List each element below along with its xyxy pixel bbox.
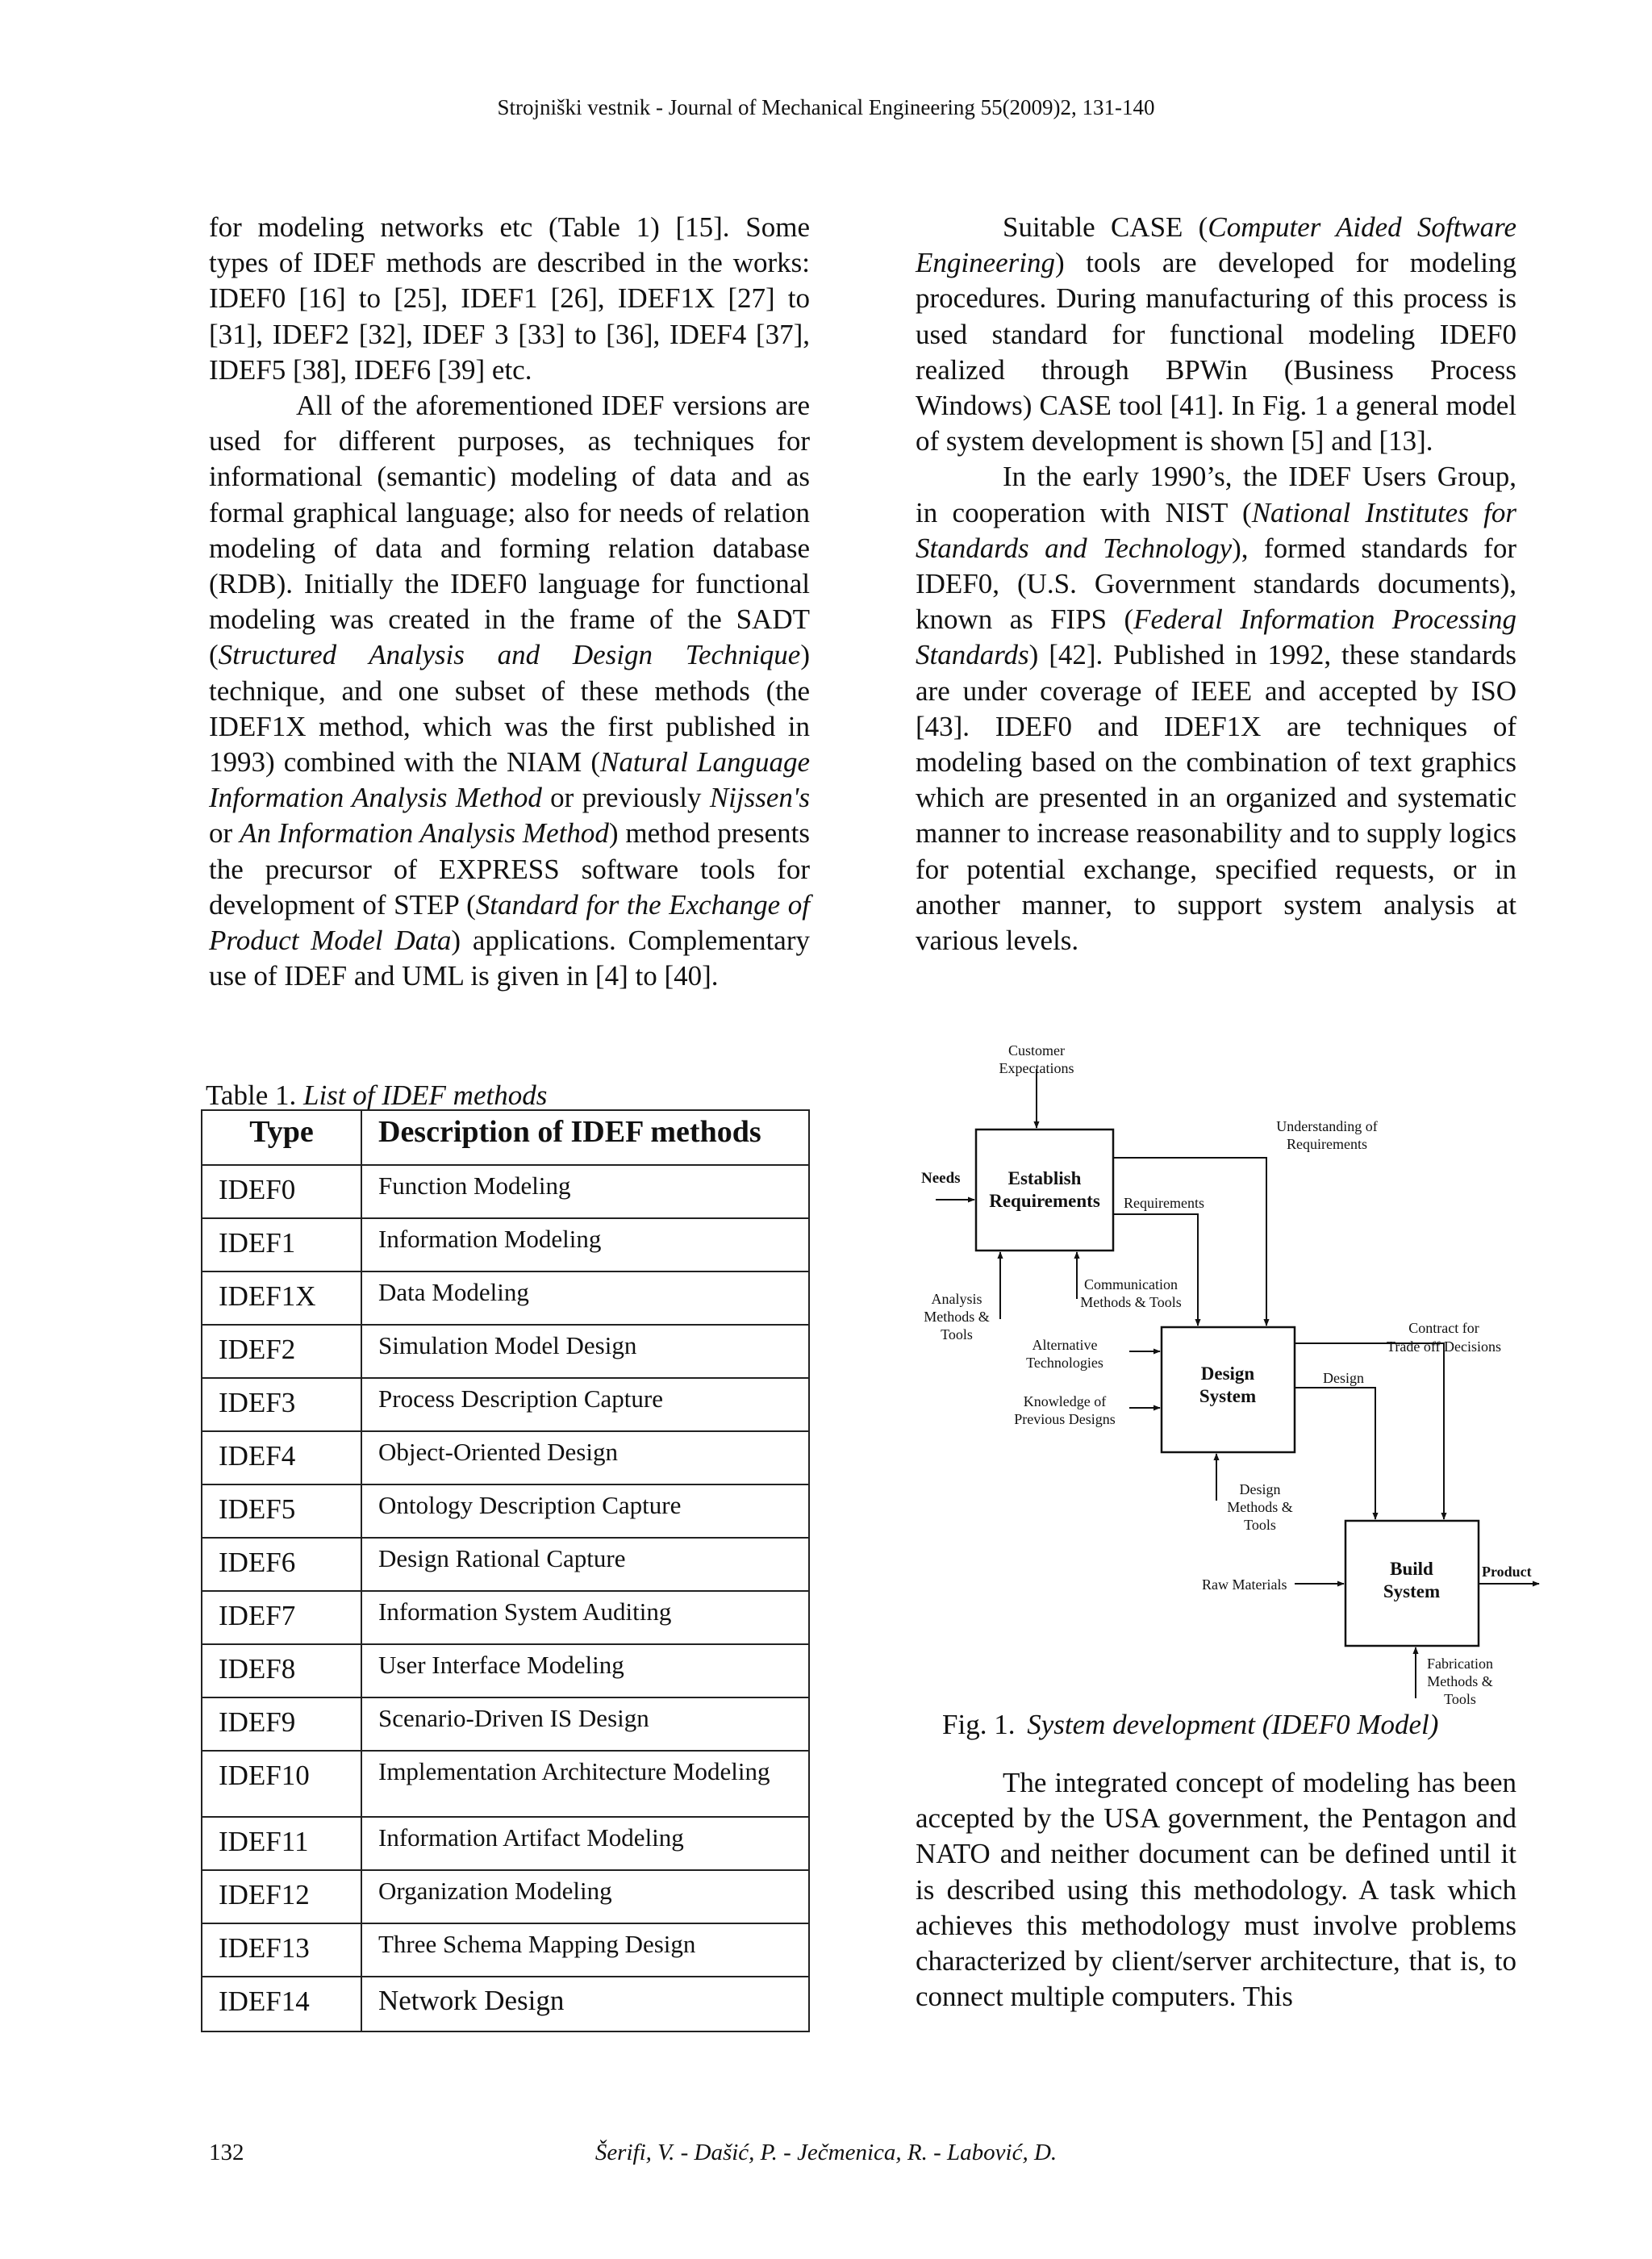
- understanding-label-2: Requirements: [1287, 1136, 1367, 1152]
- idef0-figure: [920, 1041, 1549, 1739]
- table-row: [202, 1431, 809, 1484]
- type-cell: IDEF1X: [202, 1271, 361, 1325]
- description-cell: Information Modeling: [361, 1218, 809, 1271]
- table-row: [202, 1271, 809, 1325]
- contract-label-1: Contract for: [1408, 1320, 1479, 1336]
- fabrication-label-3: Tools: [1444, 1691, 1476, 1707]
- table-row: [202, 1870, 809, 1923]
- type-cell: IDEF5: [202, 1484, 361, 1538]
- fabrication-label-1: Fabrication: [1427, 1656, 1493, 1672]
- contract-arrow: [1295, 1343, 1444, 1519]
- table-row: [202, 1218, 809, 1271]
- needs-label: Needs: [921, 1170, 961, 1187]
- right-paragraph-2: In the early 1990’s, the IDEF Users Group, in cooperation with NIST (National Institutes for Standards and Technology), formed standards for IDEF0, (U.S. Government standards documents), known as FIPS (Federal Information Processing Standards) [42]. Published in 1992, these standards are under coverage of IEEE and accepted by ISO [43]. IDEF0 and IDEF1X are techniques of modeling based on the combination of text graphics which are presented in an organized and systematic manner to increase reasonability and to supply logics for potential exchange, specified requests, or in another manner, to support system analysis at various levels.: [916, 461, 1517, 957]
- alternative-label-2: Technologies: [1026, 1355, 1103, 1371]
- type-cell: IDEF14: [202, 1977, 361, 2031]
- description-cell: Ontology Description Capture: [361, 1484, 809, 1538]
- description-cell: Data Modeling: [361, 1271, 809, 1325]
- table-row: [202, 1165, 809, 1218]
- analysis-label-2: Methods &: [924, 1309, 990, 1325]
- description-cell: Object-Oriented Design: [361, 1431, 809, 1484]
- description-cell: Process Description Capture: [361, 1378, 809, 1431]
- understanding-label-1: Understanding of: [1276, 1118, 1378, 1134]
- design-label-2: System: [1199, 1386, 1257, 1406]
- description-cell: Function Modeling: [361, 1165, 809, 1218]
- type-cell: IDEF4: [202, 1431, 361, 1484]
- customer-label-1: Customer: [1008, 1042, 1065, 1059]
- build-label-1: Build: [1390, 1559, 1433, 1579]
- left-paragraph-2: All of the aforementioned IDEF versions are used for different purposes, as techniques for informational (semantic) modeling of data and as formal graphical language; also for needs of relation modeling of data and forming relation database (RDB). Initially the IDEF0 language for functional modeling was created in the frame of the SADT (Structured Analysis and Design Technique) technique, and one subset of these methods (the IDEF1X method, which was the first published in 1993) combined with the NIAM (Natural Language Information Analysis Method or previously Nijssen's or An Information Analysis Method) method presents the precursor of EXPRESS software tools for development of STEP (Standard for the Exchange of Product Model Data) applications. Complementary use of IDEF and UML is given in [4] to [40].: [209, 390, 811, 992]
- type-cell: IDEF3: [202, 1378, 361, 1431]
- left-paragraph-1: for modeling networks etc (Table 1) [15]. Some types of IDEF methods are described in the works: IDEF0 [16] to [25], IDEF1 [26], IDEF1X [27] to [31], IDEF2 [32], IDEF 3 [33] to [36], IDEF4 [37], IDEF5 [38], IDEF6 [39] etc.: [209, 211, 810, 386]
- right-column-continued: [916, 1765, 1516, 2015]
- type-cell: IDEF12: [202, 1870, 361, 1923]
- design-label-1: Design: [1200, 1363, 1255, 1384]
- table-row: [202, 1751, 809, 1817]
- type-cell: IDEF10: [202, 1751, 361, 1817]
- raw-materials-label: Raw Materials: [1202, 1576, 1287, 1593]
- figure-caption: Fig. 1. System development (IDEF0 Model): [942, 1709, 1439, 1740]
- table-row: [202, 1378, 809, 1431]
- analysis-label-3: Tools: [941, 1326, 973, 1342]
- establish-label-2: Requirements: [989, 1191, 1100, 1211]
- right-paragraph-1: Suitable CASE (Computer Aided Software Engineering) tools are developed for modeling procedures. During manufacturing of this process is used standard for functional modeling IDEF0 realized through BPWin (Business Process Windows) CASE tool [41]. In Fig. 1 a general model of system development is shown [5] and [13].: [916, 211, 1517, 457]
- description-cell: Design Rational Capture: [361, 1538, 809, 1591]
- idef0-diagram: [920, 1041, 1549, 1735]
- table-header-description: Description of IDEF methods: [361, 1110, 809, 1165]
- description-cell: Organization Modeling: [361, 1870, 809, 1923]
- design-arrow: [1295, 1388, 1375, 1519]
- type-cell: IDEF0: [202, 1165, 361, 1218]
- left-column: [209, 210, 810, 994]
- type-cell: IDEF11: [202, 1817, 361, 1870]
- analysis-label-1: Analysis: [931, 1291, 982, 1307]
- type-cell: IDEF13: [202, 1923, 361, 1977]
- type-cell: IDEF7: [202, 1591, 361, 1644]
- type-cell: IDEF1: [202, 1218, 361, 1271]
- running-header: Strojniški vestnik - Journal of Mechanical Engineering 55(2009)2, 131-140: [497, 95, 1155, 119]
- product-label: Product: [1482, 1564, 1532, 1580]
- type-cell: IDEF9: [202, 1697, 361, 1751]
- table-row: [202, 1644, 809, 1697]
- build-label-2: System: [1383, 1581, 1441, 1601]
- description-cell: User Interface Modeling: [361, 1644, 809, 1697]
- description-cell: Information System Auditing: [361, 1591, 809, 1644]
- right-column: [916, 210, 1516, 958]
- establish-requirements-box: [976, 1130, 1113, 1251]
- table-row: [202, 1977, 809, 2031]
- type-cell: IDEF6: [202, 1538, 361, 1591]
- alternative-label-1: Alternative: [1032, 1337, 1098, 1353]
- contract-label-2: Trade off Decisions: [1387, 1338, 1501, 1355]
- right-paragraph-3: The integrated concept of modeling has been accepted by the USA government, the Pentagon and NATO and neither document can be defined until it is described using this methodology. A task which achieves this methodology must involve problems characterized by client/server architecture, that is, to connect multiple computers. This: [916, 1767, 1516, 2013]
- description-cell: Information Artifact Modeling: [361, 1817, 809, 1870]
- knowledge-label-1: Knowledge of: [1023, 1393, 1107, 1409]
- table-header-type: Type: [202, 1110, 361, 1165]
- description-cell: Network Design: [361, 1977, 809, 2031]
- knowledge-label-2: Previous Designs: [1014, 1411, 1116, 1427]
- description-cell: Three Schema Mapping Design: [361, 1923, 809, 1977]
- table-row: [202, 1817, 809, 1870]
- table-row: [202, 1325, 809, 1378]
- design-tools-label-2: Methods &: [1227, 1499, 1293, 1515]
- communication-label-1: Communication: [1084, 1276, 1178, 1292]
- table-row: [202, 1923, 809, 1977]
- table-header-row: [202, 1110, 809, 1165]
- footer-authors: Šerifi, V. - Dašić, P. - Ječmenica, R. - Labović, D.: [594, 2140, 1058, 2165]
- design-tools-label-3: Tools: [1244, 1517, 1276, 1533]
- communication-label-2: Methods & Tools: [1080, 1294, 1182, 1310]
- table-row: [202, 1591, 809, 1644]
- type-cell: IDEF8: [202, 1644, 361, 1697]
- table-row: [202, 1538, 809, 1591]
- description-cell: Implementation Architecture Modeling: [361, 1751, 809, 1817]
- customer-label-2: Expectations: [999, 1060, 1074, 1076]
- table-row: [202, 1697, 809, 1751]
- description-cell: Scenario-Driven IS Design: [361, 1697, 809, 1751]
- table-row: [202, 1484, 809, 1538]
- description-cell: Simulation Model Design: [361, 1325, 809, 1378]
- requirements-label: Requirements: [1124, 1195, 1204, 1211]
- idef-methods-table: [201, 1109, 810, 2032]
- design-arrow-label: Design: [1323, 1370, 1364, 1386]
- type-cell: IDEF2: [202, 1325, 361, 1378]
- establish-label-1: Establish: [1007, 1168, 1082, 1188]
- table-caption: Table 1. List of IDEF methods: [206, 1079, 548, 1111]
- fabrication-label-2: Methods &: [1427, 1673, 1493, 1689]
- design-tools-label-1: Design: [1239, 1481, 1281, 1497]
- page-number: 132: [209, 2140, 244, 2165]
